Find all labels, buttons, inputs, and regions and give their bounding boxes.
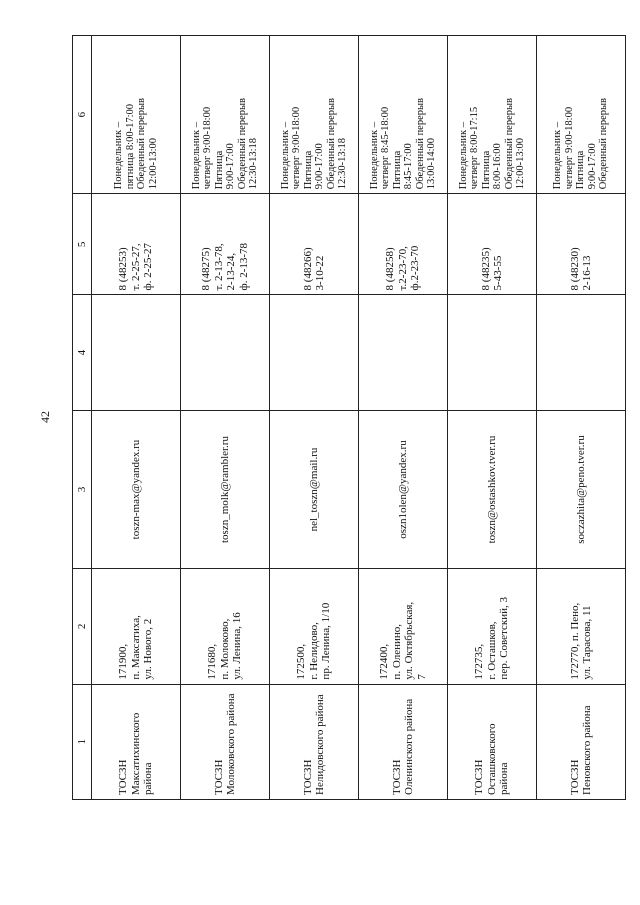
email-cell xyxy=(92,410,181,568)
hours-cell xyxy=(359,36,448,194)
header-row xyxy=(73,36,92,800)
hours-cell xyxy=(537,36,626,194)
working-hours: Понедельник – четверг 9:00-18:00 Пятница 9:00-17:00 Обеденный перерыв 12:30-13:18 xyxy=(279,97,348,190)
phone-cell xyxy=(181,194,270,295)
department-name-cell xyxy=(92,684,181,799)
column-header-5: 5 xyxy=(73,194,92,295)
address-cell xyxy=(359,569,448,684)
empty-cell xyxy=(92,295,181,410)
empty-cell xyxy=(181,295,270,410)
empty-cell xyxy=(448,295,537,410)
address: 172770, п. Пено, ул. Тарасова, 11 xyxy=(568,602,593,680)
table-row xyxy=(537,36,626,800)
column-header-6: 6 xyxy=(73,36,92,194)
column-header-3: 3 xyxy=(73,410,92,568)
department-name: ТОСЗН Максатихинского района xyxy=(117,712,155,795)
working-hours: Понедельник – четверг 8:00-17:15 Пятница 8:00-16:00 Обеденный перерыв 12:00-13:00 xyxy=(457,97,526,190)
phone: 8 (48235) 5-43-55 xyxy=(479,247,504,291)
department-name-cell xyxy=(181,684,270,799)
phone-cell xyxy=(537,194,626,295)
empty-cell xyxy=(270,295,359,410)
empty-cell xyxy=(537,295,626,410)
address: 172735, г. Осташков, пер. Советский, 3 xyxy=(473,597,511,680)
email-cell xyxy=(270,410,359,568)
address-cell xyxy=(181,569,270,684)
hours-cell xyxy=(270,36,359,194)
hours-cell xyxy=(448,36,537,194)
page-number: 42 xyxy=(38,411,52,423)
email-cell xyxy=(181,410,270,568)
email: toszn_molk@rambler.ru xyxy=(218,436,231,543)
column-header-1: 1 xyxy=(73,684,92,799)
working-hours: Понедельник – пятница 8:00-17:00 Обеденный перерыв 12:00-13:00 xyxy=(113,97,159,190)
hours-cell xyxy=(181,36,270,194)
phone-cell xyxy=(92,194,181,295)
email: toszn-max@yandex.ru xyxy=(129,439,142,540)
phone-cell xyxy=(448,194,537,295)
email: soczazhita@peno.tver.ru xyxy=(574,435,587,544)
hours-cell xyxy=(92,36,181,194)
table-row xyxy=(270,36,359,800)
email: oszn1olen@yandex.ru xyxy=(396,440,409,539)
address-cell xyxy=(537,569,626,684)
phone-cell xyxy=(270,194,359,295)
phone: 8 (48275) т. 2-13-78, 2-13-24, ф. 2-13-78 xyxy=(200,242,250,291)
table-row xyxy=(359,36,448,800)
address: 172500, г. Нелидово, пр. Ленина, 1/10 xyxy=(295,602,333,680)
department-name: ТОСЗН Осташковского района xyxy=(473,723,511,795)
address-cell xyxy=(270,569,359,684)
address-cell xyxy=(92,569,181,684)
email-cell xyxy=(537,410,626,568)
department-name-cell xyxy=(359,684,448,799)
phone-cell xyxy=(359,194,448,295)
department-name: ТОСЗН Нелидовского района xyxy=(301,694,326,795)
table-row xyxy=(181,36,270,800)
phone: 8 (48230) 2-16-13 xyxy=(568,247,593,291)
address: 171680, п. Молоково, ул. Ленина, 16 xyxy=(206,612,244,680)
address-cell xyxy=(448,569,537,684)
rotated-table-container xyxy=(72,35,610,800)
email-cell xyxy=(448,410,537,568)
working-hours: Понедельник – четверг 8:45-18:00 Пятница 8:45-17:00 Обеденный перерыв 13:00-14:00 xyxy=(368,97,437,190)
phone: 8 (48253) т. 2-25-27, ф. 2-25-27 xyxy=(117,242,155,291)
phone: 8 (48258) т.2-23-70, ф.2-23-70 xyxy=(384,245,422,291)
email: nel_toszn@mail.ru xyxy=(307,447,320,532)
department-name-cell xyxy=(537,684,626,799)
column-header-4: 4 xyxy=(73,295,92,410)
department-name: ТОСЗН Оленинского района xyxy=(390,698,415,795)
table-row xyxy=(92,36,181,800)
phone: 8 (48266) 3-10-22 xyxy=(301,247,326,291)
contacts-table xyxy=(72,35,626,800)
department-name: ТОСЗН Молоковского района xyxy=(212,693,237,795)
empty-cell xyxy=(359,295,448,410)
working-hours: Понедельник – четверг 9:00-18:00 Пятница 9:00-17:00 Обеденный перерыв xyxy=(552,97,610,190)
address: 172400, п. Оленино, ул. Октябрьская, 7 xyxy=(378,601,428,680)
email-cell xyxy=(359,410,448,568)
department-name-cell xyxy=(448,684,537,799)
table-row xyxy=(448,36,537,800)
address: 171900, п. Максатиха, ул. Нового, 2 xyxy=(117,615,155,680)
email: toszn@ostashkov.tver.ru xyxy=(485,435,498,544)
department-name-cell xyxy=(270,684,359,799)
working-hours: Понедельник – четверг 9:00-18:00 Пятница 9:00-17:00 Обеденный перерыв 12:30-13:18 xyxy=(190,97,259,190)
column-header-2: 2 xyxy=(73,569,92,684)
department-name: ТОСЗН Пеновского района xyxy=(568,705,593,795)
